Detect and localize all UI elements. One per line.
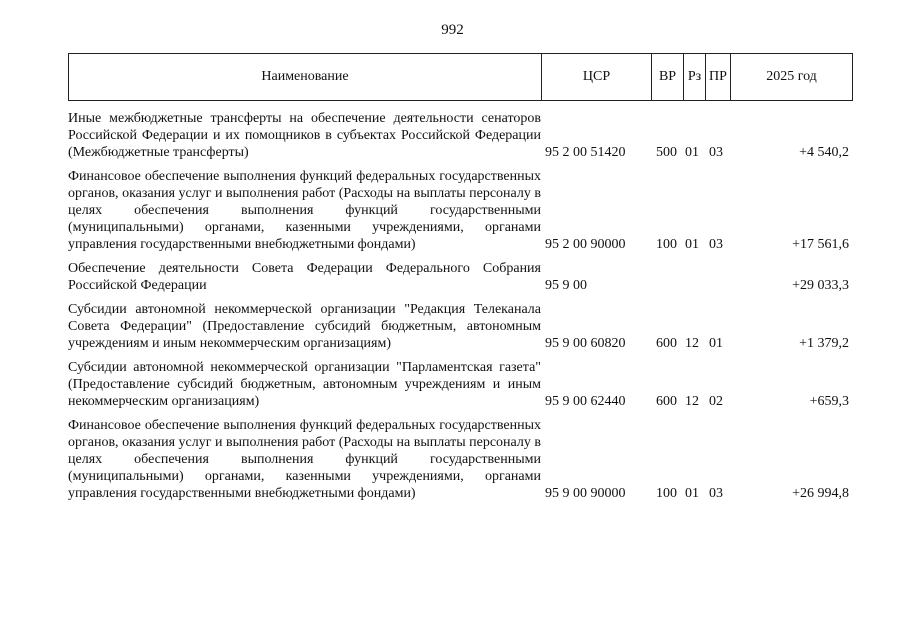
header-pr: ПР [706,54,731,100]
header-rz: Рз [684,54,706,100]
row-pr: 03 [709,145,723,160]
header-vr: ВР [652,54,684,100]
row-name: Обеспечение деятельности Совета Федерации Федерального Собрания Российской Федерации [68,261,541,293]
row-csr: 95 9 00 60820 [545,336,626,351]
row-pr: 02 [709,394,723,409]
row-vr: 100 [656,486,677,501]
row-amount: +26 994,8 [792,486,849,501]
table-header [68,53,853,101]
table-row [68,301,853,352]
row-pr: 03 [709,486,723,501]
row-csr: 95 2 00 51420 [545,145,626,160]
header-csr: ЦСР [542,54,652,100]
row-pr: 03 [709,237,723,252]
row-vr: 500 [656,145,677,160]
row-csr: 95 9 00 62440 [545,394,626,409]
table-body [68,110,853,509]
row-rz: 01 [685,237,699,252]
row-amount: +4 540,2 [799,145,849,160]
table-row [68,110,853,161]
table-row [68,359,853,410]
row-pr: 01 [709,336,723,351]
row-amount: +659,3 [809,394,849,409]
table-row [68,168,853,253]
row-name: Иные межбюджетные трансферты на обеспечение деятельности сенаторов Российской Федерации и их помощников в субъектах Российской Федерации (Межбюджетные трансферты) [68,111,541,160]
row-vr: 600 [656,394,677,409]
row-csr: 95 2 00 90000 [545,237,626,252]
row-vr: 100 [656,237,677,252]
row-amount: +29 033,3 [792,278,849,293]
row-rz: 12 [685,336,699,351]
row-amount: +17 561,6 [792,237,849,252]
header-year: 2025 год [766,69,817,84]
row-csr: 95 9 00 [545,278,587,293]
row-rz: 01 [685,486,699,501]
row-rz: 01 [685,145,699,160]
table-row [68,260,853,294]
row-vr: 600 [656,336,677,351]
table-row [68,417,853,502]
row-name: Финансовое обеспечение выполнения функций федеральных государственных органов, оказания услуг и выполнения работ (Расходы на выплаты персоналу в целях обеспечения выполнения функций государственными (муниципальными) органами, казенными учреждениями, органами управления государственными внебюджетными фондами) [68,418,541,501]
row-name: Субсидии автономной некоммерческой организации "Редакция Телеканала Совета Федерации" (Предоставление субсидий бюджетным, автономным учреждениям и иным некоммерческим организациям) [68,302,541,351]
page-number: 992 [441,22,464,38]
header-name: Наименование [69,54,542,100]
row-name: Финансовое обеспечение выполнения функций федеральных государственных органов, оказания услуг и выполнения работ (Расходы на выплаты персоналу в целях обеспечения выполнения функций государственными (муниципальными) органами, казенными учреждениями, органами управления государственными внебюджетными фондами) [68,169,541,252]
row-name: Субсидии автономной некоммерческой организации "Парламентская газета" (Предоставление субсидий бюджетным, автономным учреждениям и иным некоммерческим организациям) [68,360,541,409]
row-amount: +1 379,2 [799,336,849,351]
row-rz: 12 [685,394,699,409]
row-csr: 95 9 00 90000 [545,486,626,501]
